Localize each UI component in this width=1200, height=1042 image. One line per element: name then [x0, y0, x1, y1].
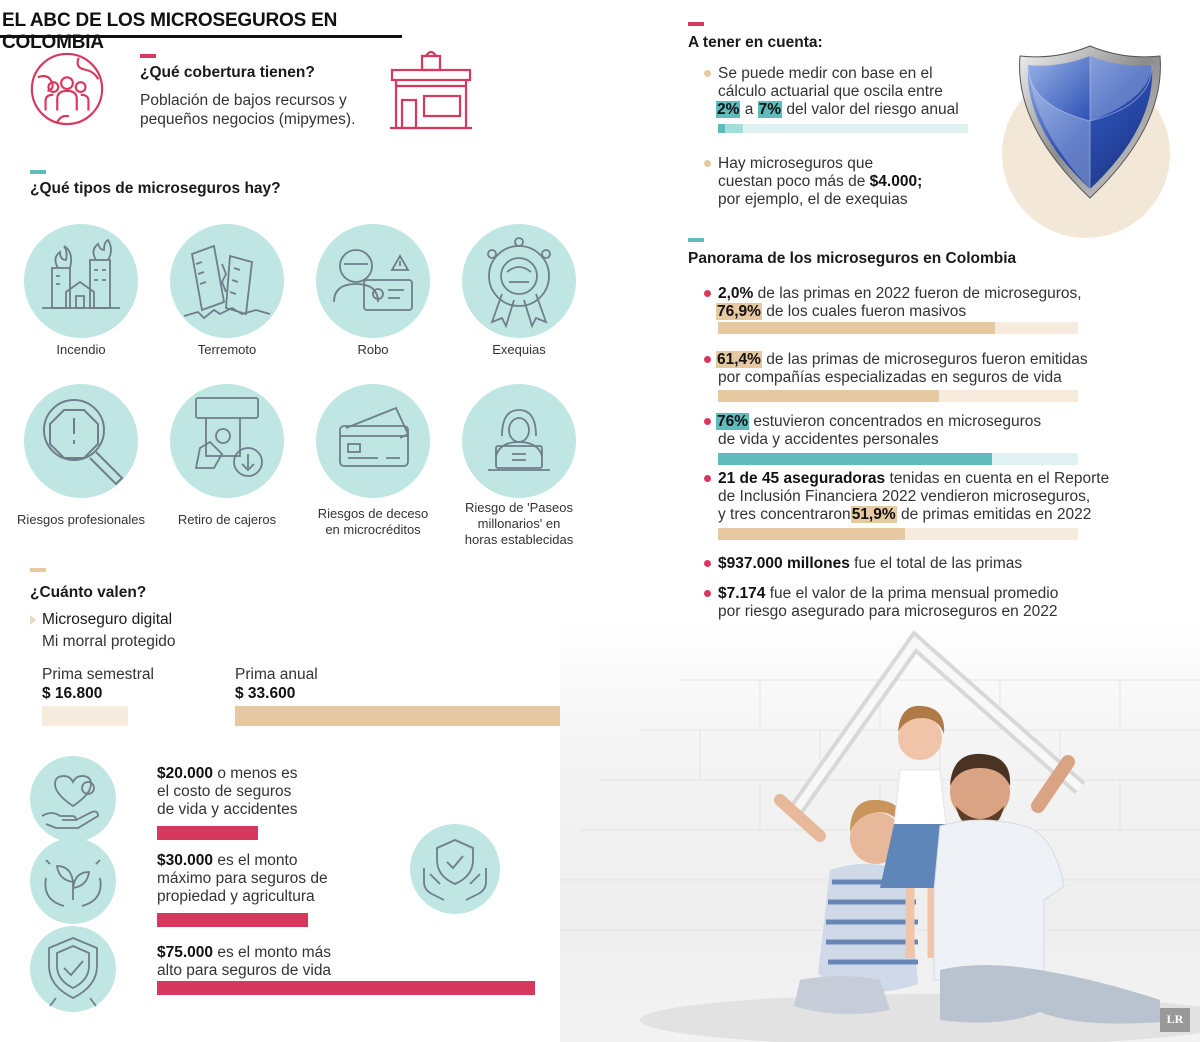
- cost-item-1-line-2: el costo de seguros: [157, 783, 292, 800]
- cost-heading: ¿Cuánto valen?: [30, 584, 147, 601]
- pan-1-pct2: 76,9%: [717, 303, 761, 320]
- product-sub: Mi morral protegido: [42, 633, 176, 650]
- pan-1-fill: [718, 322, 995, 334]
- note-1-mid: a: [740, 101, 758, 118]
- pan-4-l3a: y tres concentraron: [718, 506, 851, 523]
- coverage-line-1: Población de bajos recursos y: [140, 92, 347, 109]
- type-label-incendio: Incendio: [56, 342, 106, 357]
- type-label-retiro-cajeros: Retiro de cajeros: [177, 512, 277, 527]
- pan-3-pct: 76%: [717, 413, 749, 430]
- cost-item-2-line-3: propiedad y agricultura: [157, 888, 315, 905]
- pan-bullet-5: [704, 560, 711, 567]
- pan-1-rest: de las primas en 2022 fueron de microseguros,: [753, 285, 1082, 302]
- pan-bullet-3: [704, 418, 711, 425]
- cost-item-3-line-1: [157, 943, 331, 962]
- shield-illustration-icon: [1010, 42, 1170, 202]
- pan-5-bold: $937.000 millones: [718, 555, 850, 572]
- pan-bullet-1: [704, 290, 711, 297]
- anual-value: $ 33.600: [235, 685, 296, 702]
- heart-hand-icon: [30, 756, 116, 842]
- type-label-riesgos-deceso: [298, 506, 448, 538]
- note-1-line-2: cálculo actuarial que oscila entre: [718, 83, 943, 100]
- type-label-paseos-1: Riesgo de 'Paseos: [465, 500, 573, 515]
- pan-4-bold: 21 de 45 aseguradoras: [718, 470, 886, 487]
- cost-item-1-bar: [157, 826, 258, 840]
- fire-building-icon: [24, 224, 138, 338]
- note-2-line-1: Hay microseguros que: [718, 155, 874, 172]
- types-heading: ¿Qué tipos de microseguros hay?: [30, 180, 281, 197]
- cost-item-2-rest: es el monto: [213, 852, 298, 869]
- pan-5-rest: fue el total de las primas: [849, 555, 1023, 572]
- note-bullet-1: [704, 70, 711, 77]
- note-range-low: [718, 124, 725, 133]
- page-title: EL ABC DE LOS MICROSEGUROS EN COLOMBIA: [2, 10, 338, 53]
- pan-5-line: [718, 554, 1022, 573]
- pan-4-rest: tenidas en cuenta en el Reporte: [885, 470, 1110, 487]
- funeral-wreath-icon: [462, 224, 576, 338]
- pan-6-line-1: [718, 584, 1058, 603]
- atm-withdrawal-icon: [170, 384, 284, 498]
- cost-item-2-bar: [157, 913, 308, 927]
- semestral-value: $ 16.800: [42, 685, 103, 702]
- pan-2-line-1: [716, 350, 1088, 369]
- pan-4-pct: 51,9%: [851, 506, 896, 523]
- note-range-track: [718, 124, 968, 133]
- cost-item-1-rest: o menos es: [213, 765, 298, 782]
- anual-bar: [235, 706, 577, 726]
- note-1-pct-low: 2%: [717, 101, 740, 118]
- pan-1-line-1: [718, 284, 1082, 303]
- note-2-line-2: [718, 172, 922, 191]
- pan-bullet-2: [704, 356, 711, 363]
- semestral-bar: [42, 706, 128, 726]
- cost-item-2-line-1: [157, 851, 297, 870]
- plant-hands-icon: [30, 838, 116, 924]
- cost-item-2-line-2: máximo para seguros de: [157, 870, 328, 887]
- hacker-laptop-icon: [462, 384, 576, 498]
- pan-4-line-2: de Inclusión Financiera 2022 vendieron microseguros,: [718, 488, 1091, 505]
- people-globe-icon: [28, 50, 106, 128]
- note-dash: [688, 22, 704, 26]
- pan-1-line-2: [716, 302, 966, 321]
- pan-2-rest: de las primas de microseguros fueron emitidas: [761, 351, 1088, 368]
- panorama-dash: [688, 238, 704, 242]
- note-2-amount: $4.000;: [869, 173, 923, 190]
- types-dash: [30, 170, 46, 174]
- coverage-line-2: pequeños negocios (mipymes).: [140, 111, 356, 128]
- warning-magnifier-icon: [24, 384, 138, 498]
- title-bar: [0, 0, 402, 53]
- cost-item-3-bar: [157, 981, 535, 995]
- cost-item-3-rest: es el monto más: [213, 944, 332, 961]
- note-heading: A tener en cuenta:: [688, 34, 823, 51]
- hands-shield-icon: [410, 824, 500, 914]
- pan-bullet-6: [704, 590, 711, 597]
- type-label-riesgos-deceso-1: Riesgos de deceso: [317, 506, 429, 521]
- lr-logo: LR: [1166, 1012, 1184, 1026]
- type-label-paseos: [444, 500, 594, 548]
- cost-item-1-amount: $20.000: [157, 765, 214, 782]
- shield-check-icon: [30, 926, 116, 1012]
- pan-2-fill: [718, 390, 939, 402]
- pan-3-line-1: [716, 412, 1041, 431]
- family-photo: [560, 620, 1200, 1042]
- note-2-line-3: por ejemplo, el de exequias: [718, 191, 908, 208]
- storefront-icon: [386, 50, 476, 132]
- type-label-riesgos-deceso-2: en microcréditos: [325, 522, 421, 537]
- pan-6-rest: fue el valor de la prima mensual promedio: [765, 585, 1059, 602]
- anual-label: Prima anual: [235, 666, 318, 683]
- credit-card-icon: [316, 384, 430, 498]
- semestral-label: Prima semestral: [42, 666, 154, 683]
- cost-item-2-amount: $30.000: [157, 852, 214, 869]
- type-label-robo: Robo: [357, 342, 389, 357]
- cost-item-3-amount: $75.000: [157, 944, 214, 961]
- type-label-terremoto: Terremoto: [197, 342, 257, 357]
- type-label-exequias: Exequias: [492, 342, 546, 357]
- pan-4-line-1: [718, 469, 1109, 488]
- type-label-riesgos-profesionales: Riesgos profesionales: [17, 512, 145, 527]
- note-1-end: del valor del riesgo anual: [782, 101, 959, 118]
- cost-item-3-line-2: alto para seguros de vida: [157, 962, 332, 979]
- product-name: Microseguro digital: [42, 611, 173, 628]
- note-1-pct-high: 7%: [758, 101, 782, 118]
- cost-item-1-line-1: [157, 764, 297, 783]
- pan-bullet-4: [704, 475, 711, 482]
- type-label-paseos-2: millonarios' en: [477, 516, 561, 531]
- pan-3-fill: [718, 453, 992, 465]
- thief-icon: [316, 224, 430, 338]
- note-1-line-1: Se puede medir con base en el: [718, 65, 933, 82]
- pan-3-rest: estuvieron concentrados en microseguros: [749, 413, 1042, 430]
- note-1-line-3: [716, 100, 959, 119]
- pan-4-l3b: de primas emitidas en 2022: [896, 506, 1092, 523]
- note-2-text: cuestan poco más de: [718, 173, 870, 190]
- pan-3-line-2: de vida y accidentes personales: [718, 431, 939, 448]
- product-caret-icon: [30, 615, 36, 625]
- pan-6-line-2: por riesgo asegurado para microseguros en 2022: [718, 603, 1058, 620]
- type-label-paseos-3: horas establecidas: [464, 532, 574, 547]
- earthquake-icon: [170, 224, 284, 338]
- cost-item-1-line-3: de vida y accidentes: [157, 801, 298, 818]
- pan-1-rest2: de los cuales fueron masivos: [761, 303, 967, 320]
- panorama-heading: Panorama de los microseguros en Colombia: [688, 250, 1017, 267]
- pan-1-pct: 2,0%: [718, 285, 754, 302]
- cost-dash: [30, 568, 46, 572]
- pan-4-fill: [718, 528, 905, 540]
- pan-4-line-3: [718, 505, 1091, 524]
- pan-6-bold: $7.174: [718, 585, 766, 602]
- coverage-dash: [140, 54, 156, 58]
- pan-2-pct: 61,4%: [717, 351, 761, 368]
- coverage-heading: ¿Qué cobertura tienen?: [140, 64, 315, 81]
- note-bullet-2: [704, 160, 711, 167]
- pan-2-line-2: por compañías especializadas en seguros de vida: [718, 369, 1062, 386]
